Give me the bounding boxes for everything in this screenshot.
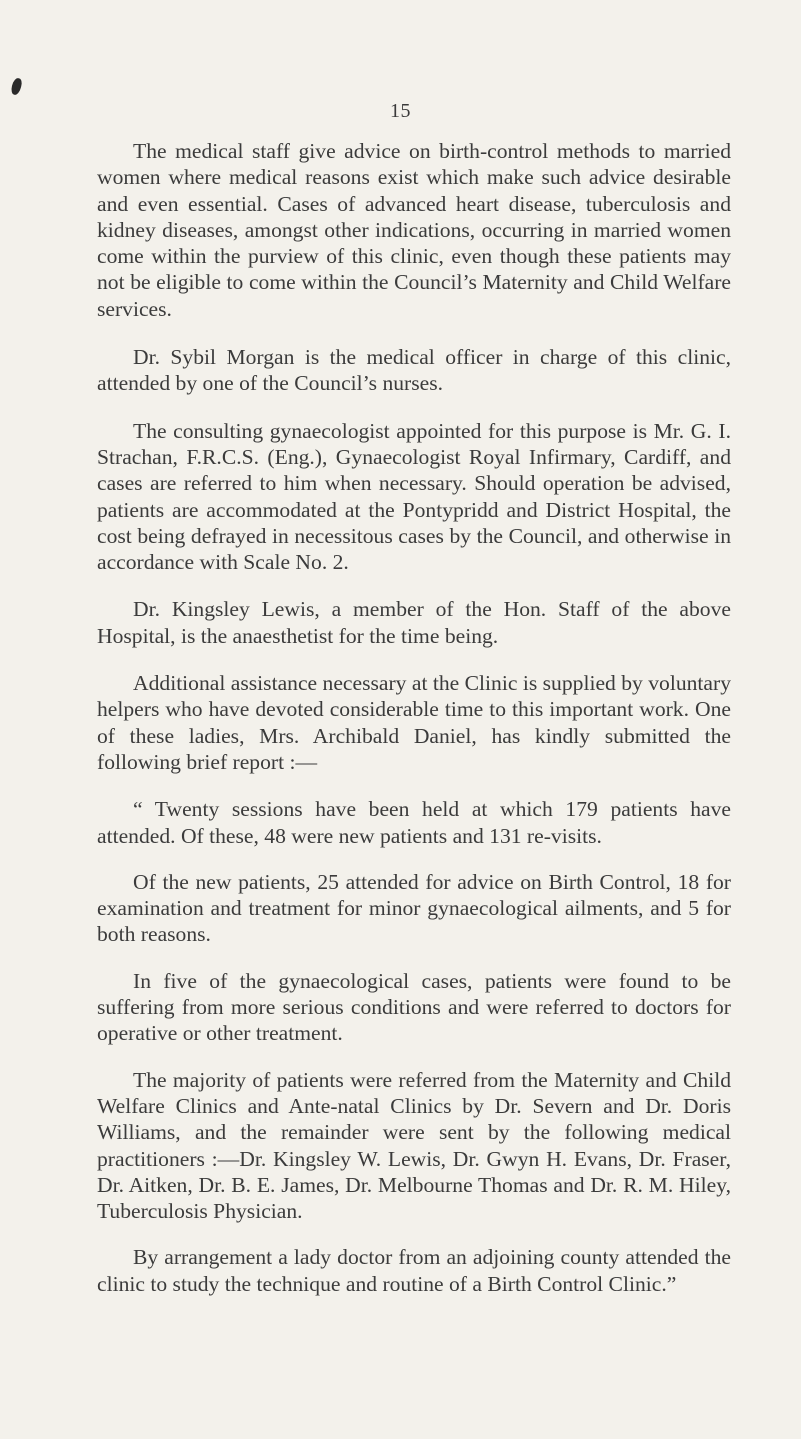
paragraph-report-new-patients: Of the new patients, 25 attended for advice on Birth Control, 18 for examination and treatment for minor gynaecological ailments, and 5 for both reasons. bbox=[97, 869, 731, 947]
body-text bbox=[97, 138, 731, 1317]
page-number: 15 bbox=[390, 100, 411, 122]
paragraph-report-referrals: The majority of patients were referred from the Maternity and Child Welfare Clinics and Ante-natal Clinics by Dr. Severn and Dr. Doris Williams, and the remainder were sent by the following medical practitioners :—Dr. Kingsley W. Lewis, Dr. Gwyn H. Evans, Dr. Fraser, Dr. Aitken, Dr. B. E. James, Dr. Melbourne Thomas and Dr. R. M. Hiley, Tuberculosis Physician. bbox=[97, 1067, 731, 1224]
paragraph-report-sessions: “ Twenty sessions have been held at which 179 patients have attended. Of these, 48 were new patients and 131 re-visits. bbox=[97, 797, 731, 848]
paragraph-report-lady-doctor: By arrangement a lady doctor from an adjoining county attended the clinic to study the technique and routine of a Birth Control Clinic.” bbox=[97, 1245, 731, 1296]
paragraph-report-gynaecological-cases: In five of the gynaecological cases, patients were found to be suffering from more serious conditions and were referred to doctors for operative or other treatment. bbox=[97, 968, 731, 1046]
paragraph-voluntary-helpers: Additional assistance necessary at the Clinic is supplied by voluntary helpers who have devoted considerable time to this important work. One of these ladies, Mrs. Archibald Daniel, has kindly submitted the following brief report :— bbox=[97, 671, 731, 774]
paragraph-medical-officer: Dr. Sybil Morgan is the medical officer in charge of this clinic, attended by one of the Council’s nurses. bbox=[97, 345, 731, 396]
paragraph-consulting-gynaecologist: The consulting gynaecologist appointed for this purpose is Mr. G. I. Strachan, F.R.C.S. (Eng.), Gynaecologist Royal Infirmary, Cardiff, and cases are referred to him when necessary. Should operation be advised, patients are accommodated at the Pontypridd and District Hospital, the cost being defrayed in necessitous cases by the Council, and otherwise in accordance with Scale No. 2. bbox=[97, 418, 731, 575]
paragraph-birth-control-advice: The medical staff give advice on birth-control methods to married women where medical reasons exist which make such advice desirable and even essential. Cases of advanced heart disease, tuberculosis and kidney diseases, amongst other indications, occurring in married women come within the purview of this clinic, even though these patients may not be eligible to come within the Council’s Maternity and Child Welfare services. bbox=[97, 139, 731, 321]
ink-speck-mark bbox=[10, 77, 23, 96]
paragraph-anaesthetist: Dr. Kingsley Lewis, a member of the Hon. Staff of the above Hospital, is the anaesthetist for the time being. bbox=[97, 597, 731, 648]
